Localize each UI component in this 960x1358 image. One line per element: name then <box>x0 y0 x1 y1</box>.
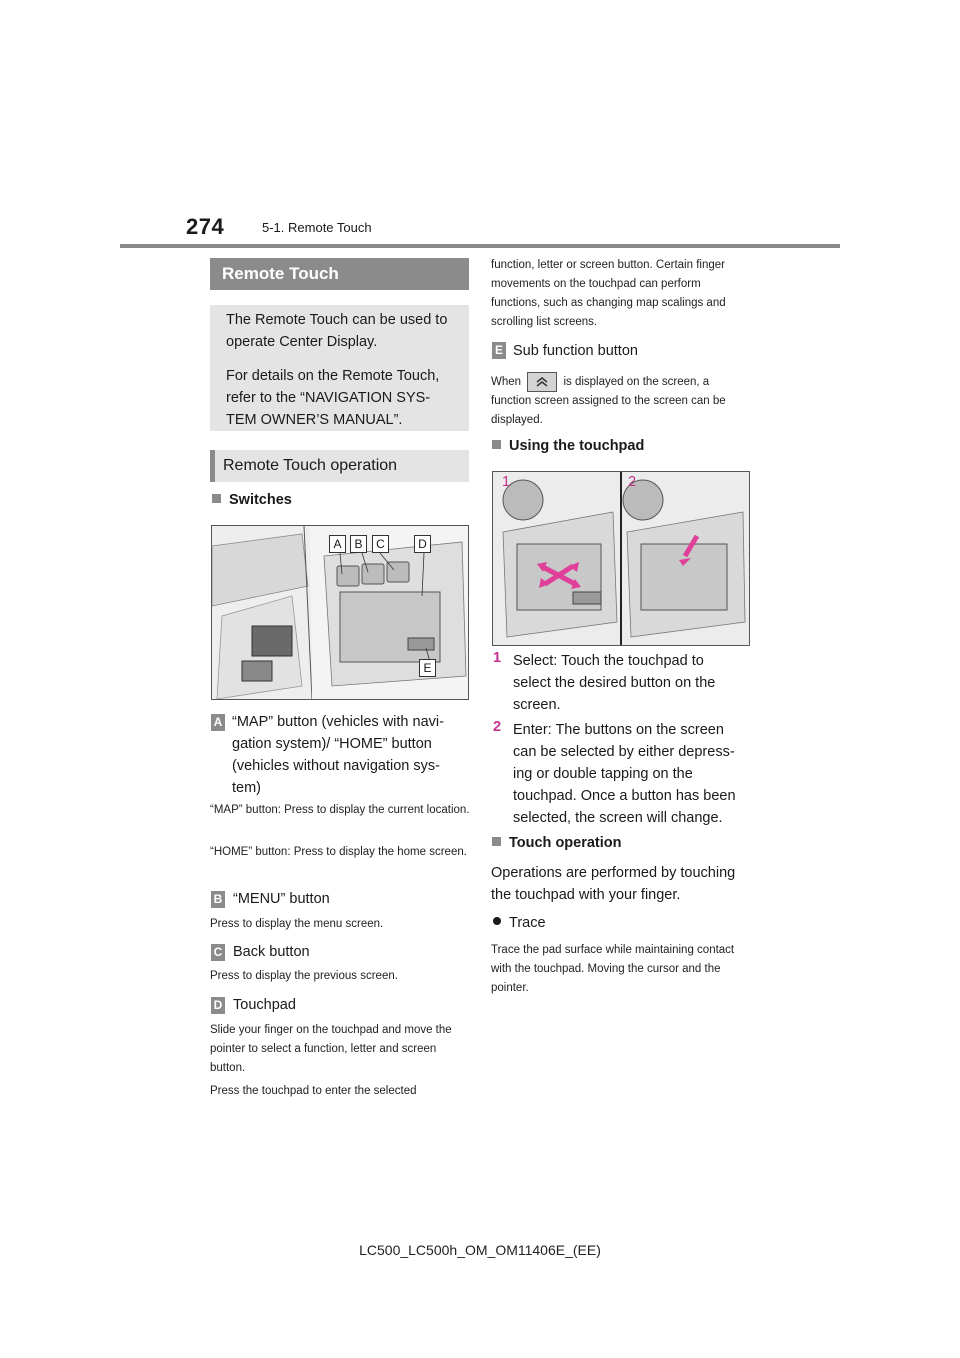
round-bullet-icon <box>493 917 501 925</box>
figure-number-2: 2 <box>628 474 637 490</box>
badge-c: C <box>211 944 225 961</box>
item-a-label: “MAP” button (vehicles with navi-gation system)/ “HOME” button (vehicles without navigation sys-tem) <box>232 714 444 796</box>
section-title: 5-1. Remote Touch <box>262 220 372 235</box>
step-1-text: Select: Touch the touchpad to select the desired button on the screen. <box>513 653 716 713</box>
figure-label-e: E <box>419 659 436 677</box>
step-2-text: Enter: The buttons on the screen can be selected by either depress-ing or double tapping on the touchpad. Once a button has been selected, the screen will change. <box>513 722 736 826</box>
badge-d: D <box>211 997 225 1014</box>
badge-a: A <box>211 714 225 731</box>
item-e-desc: When is displayed on the screen, a function screen assigned to the screen can be displayed. <box>491 372 749 430</box>
touch-operation-text: Operations are performed by touching the touchpad with your finger. <box>491 865 736 903</box>
touchpad-figure <box>492 471 750 646</box>
badge-e: E <box>492 342 506 359</box>
intro-box <box>210 305 469 431</box>
item-e-label: Sub function button <box>513 343 638 359</box>
figure-label-a: A <box>329 535 346 553</box>
sub-function-icon <box>527 372 557 392</box>
step-1-number: 1 <box>493 650 502 666</box>
using-touchpad-heading: Using the touchpad <box>492 438 644 454</box>
item-d-label: Touchpad <box>233 997 296 1013</box>
trace-desc: Trace the pad surface while maintaining contact with the touchpad. Moving the cursor and the pointer. <box>491 944 735 994</box>
item-d-desc-tail: function, letter or screen button. Certain finger movements on the touchpad can perform functions, such as changing map scalings and scrolling list screens. <box>491 259 726 328</box>
trace-item: Trace <box>493 912 546 934</box>
intro-paragraph-2: For details on the Remote Touch, refer to the “NAVIGATION SYS-TEM OWNER’S MANUAL”. <box>226 368 440 428</box>
step-2-number: 2 <box>493 719 502 735</box>
figure-label-d: D <box>414 535 431 553</box>
item-a-desc-map: “MAP” button: Press to display the current location. <box>210 804 470 816</box>
header-rule <box>120 244 840 248</box>
item-b-label: “MENU” button <box>233 891 330 907</box>
item-c-label: Back button <box>233 944 310 960</box>
item-c-desc: Press to display the previous screen. <box>210 970 398 982</box>
item-a-desc-home: “HOME” button: Press to display the home screen. <box>210 846 467 858</box>
square-bullet-icon <box>212 494 221 503</box>
figure-label-b: B <box>350 535 367 553</box>
switches-heading: Switches <box>212 492 292 508</box>
touchpad-illustration <box>493 472 749 645</box>
square-bullet-icon <box>492 837 501 846</box>
figure-label-c: C <box>372 535 389 553</box>
item-b-desc: Press to display the menu screen. <box>210 918 384 930</box>
footer-code: LC500_LC500h_OM_OM11406E_(EE) <box>359 1242 601 1258</box>
figure-number-1: 1 <box>502 474 511 490</box>
intro-paragraph-1: The Remote Touch can be used to operate Center Display. <box>226 312 448 350</box>
page-number: 274 <box>186 214 225 239</box>
item-d-desc-continued: Press the touchpad to enter the selected <box>210 1085 417 1097</box>
remote-touch-title: Remote Touch <box>210 258 469 290</box>
item-d-desc: Slide your finger on the touchpad and move the pointer to select a function, letter and screen button. <box>210 1024 452 1074</box>
remote-touch-operation-heading: Remote Touch operation <box>210 450 469 482</box>
square-bullet-icon <box>492 440 501 449</box>
touch-operation-heading: Touch operation <box>492 835 622 851</box>
badge-b: B <box>211 891 225 908</box>
